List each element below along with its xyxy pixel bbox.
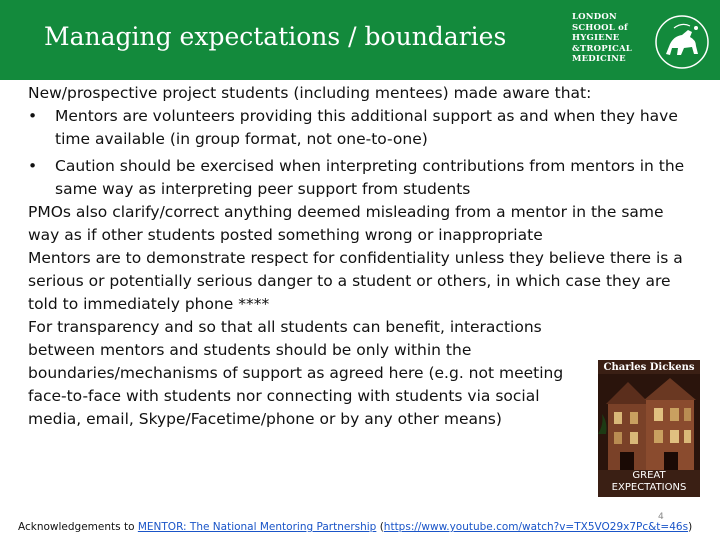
bullet-icon: • bbox=[28, 107, 38, 125]
intro-text: New/prospective project students (including mentees) made aware that: bbox=[28, 84, 592, 102]
transparency-paragraph: For transparency and so that all students can benefit, interactions between mentors and students should be only within the boundaries/mechanisms of support as agreed here (e.g. not meeting face-to-face with students nor connecting with students via social media, email, Skype/Facetime/phone or by any other means) bbox=[28, 318, 564, 428]
great-expectations-book-image bbox=[598, 360, 700, 497]
bullet-text: Caution should be exercised when interpreting contributions from mentors in the same way as interpreting peer support from students bbox=[55, 157, 685, 198]
acknowledgements bbox=[18, 521, 692, 533]
page-number: 4 bbox=[658, 512, 664, 522]
logo-wordmark bbox=[572, 12, 632, 65]
horse-crest-icon bbox=[654, 14, 710, 70]
ack-prefix: Acknowledgements to bbox=[18, 521, 138, 533]
mentor-link[interactable]: MENTOR: The National Mentoring Partnership bbox=[137, 521, 377, 533]
logo-line: SCHOOL of bbox=[572, 22, 628, 33]
list-item bbox=[28, 155, 696, 201]
slide-title: Managing expectations / boundaries bbox=[44, 22, 507, 51]
ack-close-paren: ) bbox=[688, 521, 693, 533]
title-banner bbox=[0, 0, 720, 80]
logo-line: HYGIENE bbox=[572, 33, 620, 43]
youtube-link[interactable]: https://www.youtube.com/watch?v=TX5VO29x7Pc&t=46s bbox=[383, 521, 689, 533]
book-title bbox=[598, 470, 700, 494]
bullet-icon: • bbox=[28, 157, 38, 175]
list-item bbox=[28, 105, 696, 151]
pmo-paragraph: PMOs also clarify/correct anything deemed misleading from a mentor in the same way as if other students posted something wrong or inappropriate bbox=[28, 203, 664, 244]
lshtm-logo bbox=[566, 12, 716, 70]
logo-line: &TROPICAL bbox=[572, 43, 632, 54]
confidentiality-paragraph: Mentors are to demonstrate respect for confidentiality unless they believe there is a serious or potentially serious danger to a student or others, in which case they are told to immediately phone **** bbox=[28, 249, 683, 313]
house-illustration bbox=[598, 374, 700, 470]
bullet-list bbox=[28, 105, 696, 201]
book-title-line: EXPECTATIONS bbox=[611, 482, 687, 493]
logo-line: MEDICINE bbox=[572, 54, 626, 64]
book-author: Charles Dickens bbox=[603, 362, 695, 373]
bullet-text: Mentors are volunteers providing this additional support as and when they have time available (in group format, not one-to-one) bbox=[55, 107, 678, 148]
book-title-line: GREAT bbox=[632, 470, 666, 481]
logo-line: LONDON bbox=[572, 12, 617, 22]
slide-body bbox=[28, 82, 696, 431]
ack-open-paren: ( bbox=[376, 521, 384, 533]
